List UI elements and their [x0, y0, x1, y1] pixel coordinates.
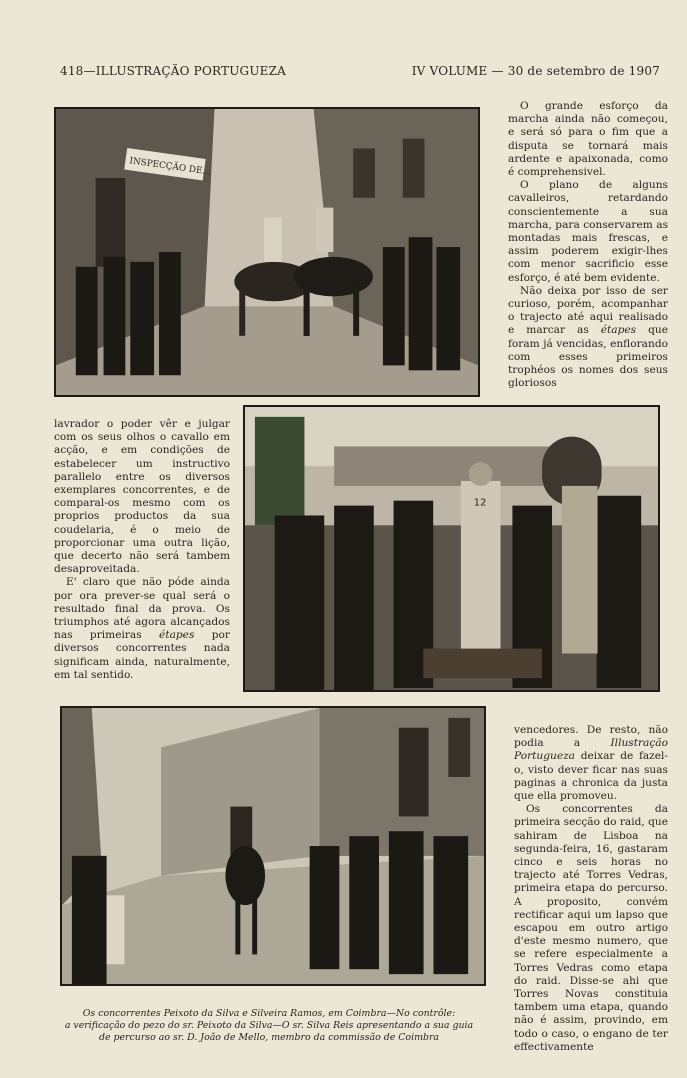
paragraph: vencedores. De resto, não podia a Illustração Portugueza deixar de fazel-o, visto dever ficar nas suas paginas a chronica da justa que ella promoveu.	[514, 724, 668, 803]
paragraph: Os concorrentes da primeira secção do raid, que sahiram de Lisboa na segunda-feira, 16, gastaram cinco e seis horas no trajecto até Torres Vedras, primeira etapa do percurso. A proposito, convém rectificar aqui um lapso que escapou em outro artigo d'este mesmo numero, que se refere especialmente a Torres Vedras como etapa do raid. Disse-se ahi que Torres Novas constituia tambem uma etapa, quando não é assim, provindo, em todo o caso, o engano de ter effectivamente	[514, 803, 669, 1053]
paragraph: Não deixa por isso de ser curioso, porém, acompanhar o trajecto até aqui realisado e marcar as étapes que foram já vencidas, enflorando com esses primeiros trophéos os nomes dos seus gloriosos	[508, 284, 669, 390]
photo-rider-coimbra	[60, 706, 486, 986]
column-top-right	[508, 100, 668, 390]
photo-rider-coimbra-image	[62, 708, 484, 984]
paragraph: O plano de alguns cavalleiros, retardando conscientemente a sua marcha, para conservarem as montadas mais frescas, e assim poderem exigir-lhes com menor sacrificio esse esforço, é até bem evidente.	[508, 179, 668, 284]
paragraph: E' claro que não póde ainda por ora prever-se qual será o resultado final da prova. Os triumphos até agora alcançados nas primeiras étapes por diversos concorrentes nada significam ainda, naturalmente, em tal sentido.	[54, 576, 230, 681]
paragraph: O grande esforço da marcha ainda não começou, e será só para o fim que a disputa se tornará mais ardente e apaixonada, como é comprehensivel.	[508, 100, 668, 179]
header-right: IV VOLUME — 30 de setembro de 1907	[411, 64, 660, 78]
shop-sign-text: INSPECÇÃO DE...	[128, 156, 212, 178]
photo-riders-street	[54, 107, 480, 397]
page-number: 418	[60, 64, 84, 78]
photo-control-weighing-image	[245, 407, 658, 690]
rider-bib-number: 12	[473, 497, 487, 509]
issue-date: 30 de setembro de 1907	[507, 64, 660, 78]
paragraph: lavrador o poder vêr e julgar com os seus olhos o cavallo em acção, e em condições de estabelecer um instructivo parallelo entre os diversos exemplares concorrentes, e de comparal-os mesmo com os proprios productos da sua coudelaria, é o meio de proporcionar uma outra lição, que decerto não será tambem desaproveitada.	[54, 418, 230, 576]
column-middle-left	[54, 418, 230, 682]
header-left: 418—ILLUSTRAÇÃO PORTUGUEZA	[60, 64, 286, 78]
column-bottom-right	[514, 724, 668, 1054]
caption-line-2: a verificação do pezo do sr. Peixoto da Silva—O sr. Silva Reis apresentando a sua guia	[64, 1020, 474, 1031]
caption-line-3: de percurso ao sr. D. João de Mello, membro da commissão de Coimbra	[98, 1032, 440, 1043]
photo-control-weighing	[243, 405, 660, 692]
volume-label: IV VOLUME	[411, 64, 488, 78]
publication-title: ILLUSTRAÇÃO PORTUGUEZA	[95, 64, 286, 78]
page-header	[60, 64, 660, 82]
photo-riders-street-image	[56, 109, 478, 395]
caption-line-1: Os concorrentes Peixoto da Silva e Silveira Ramos, em Coimbra—No contrôle:	[82, 1008, 456, 1019]
photo-caption	[34, 1008, 504, 1044]
